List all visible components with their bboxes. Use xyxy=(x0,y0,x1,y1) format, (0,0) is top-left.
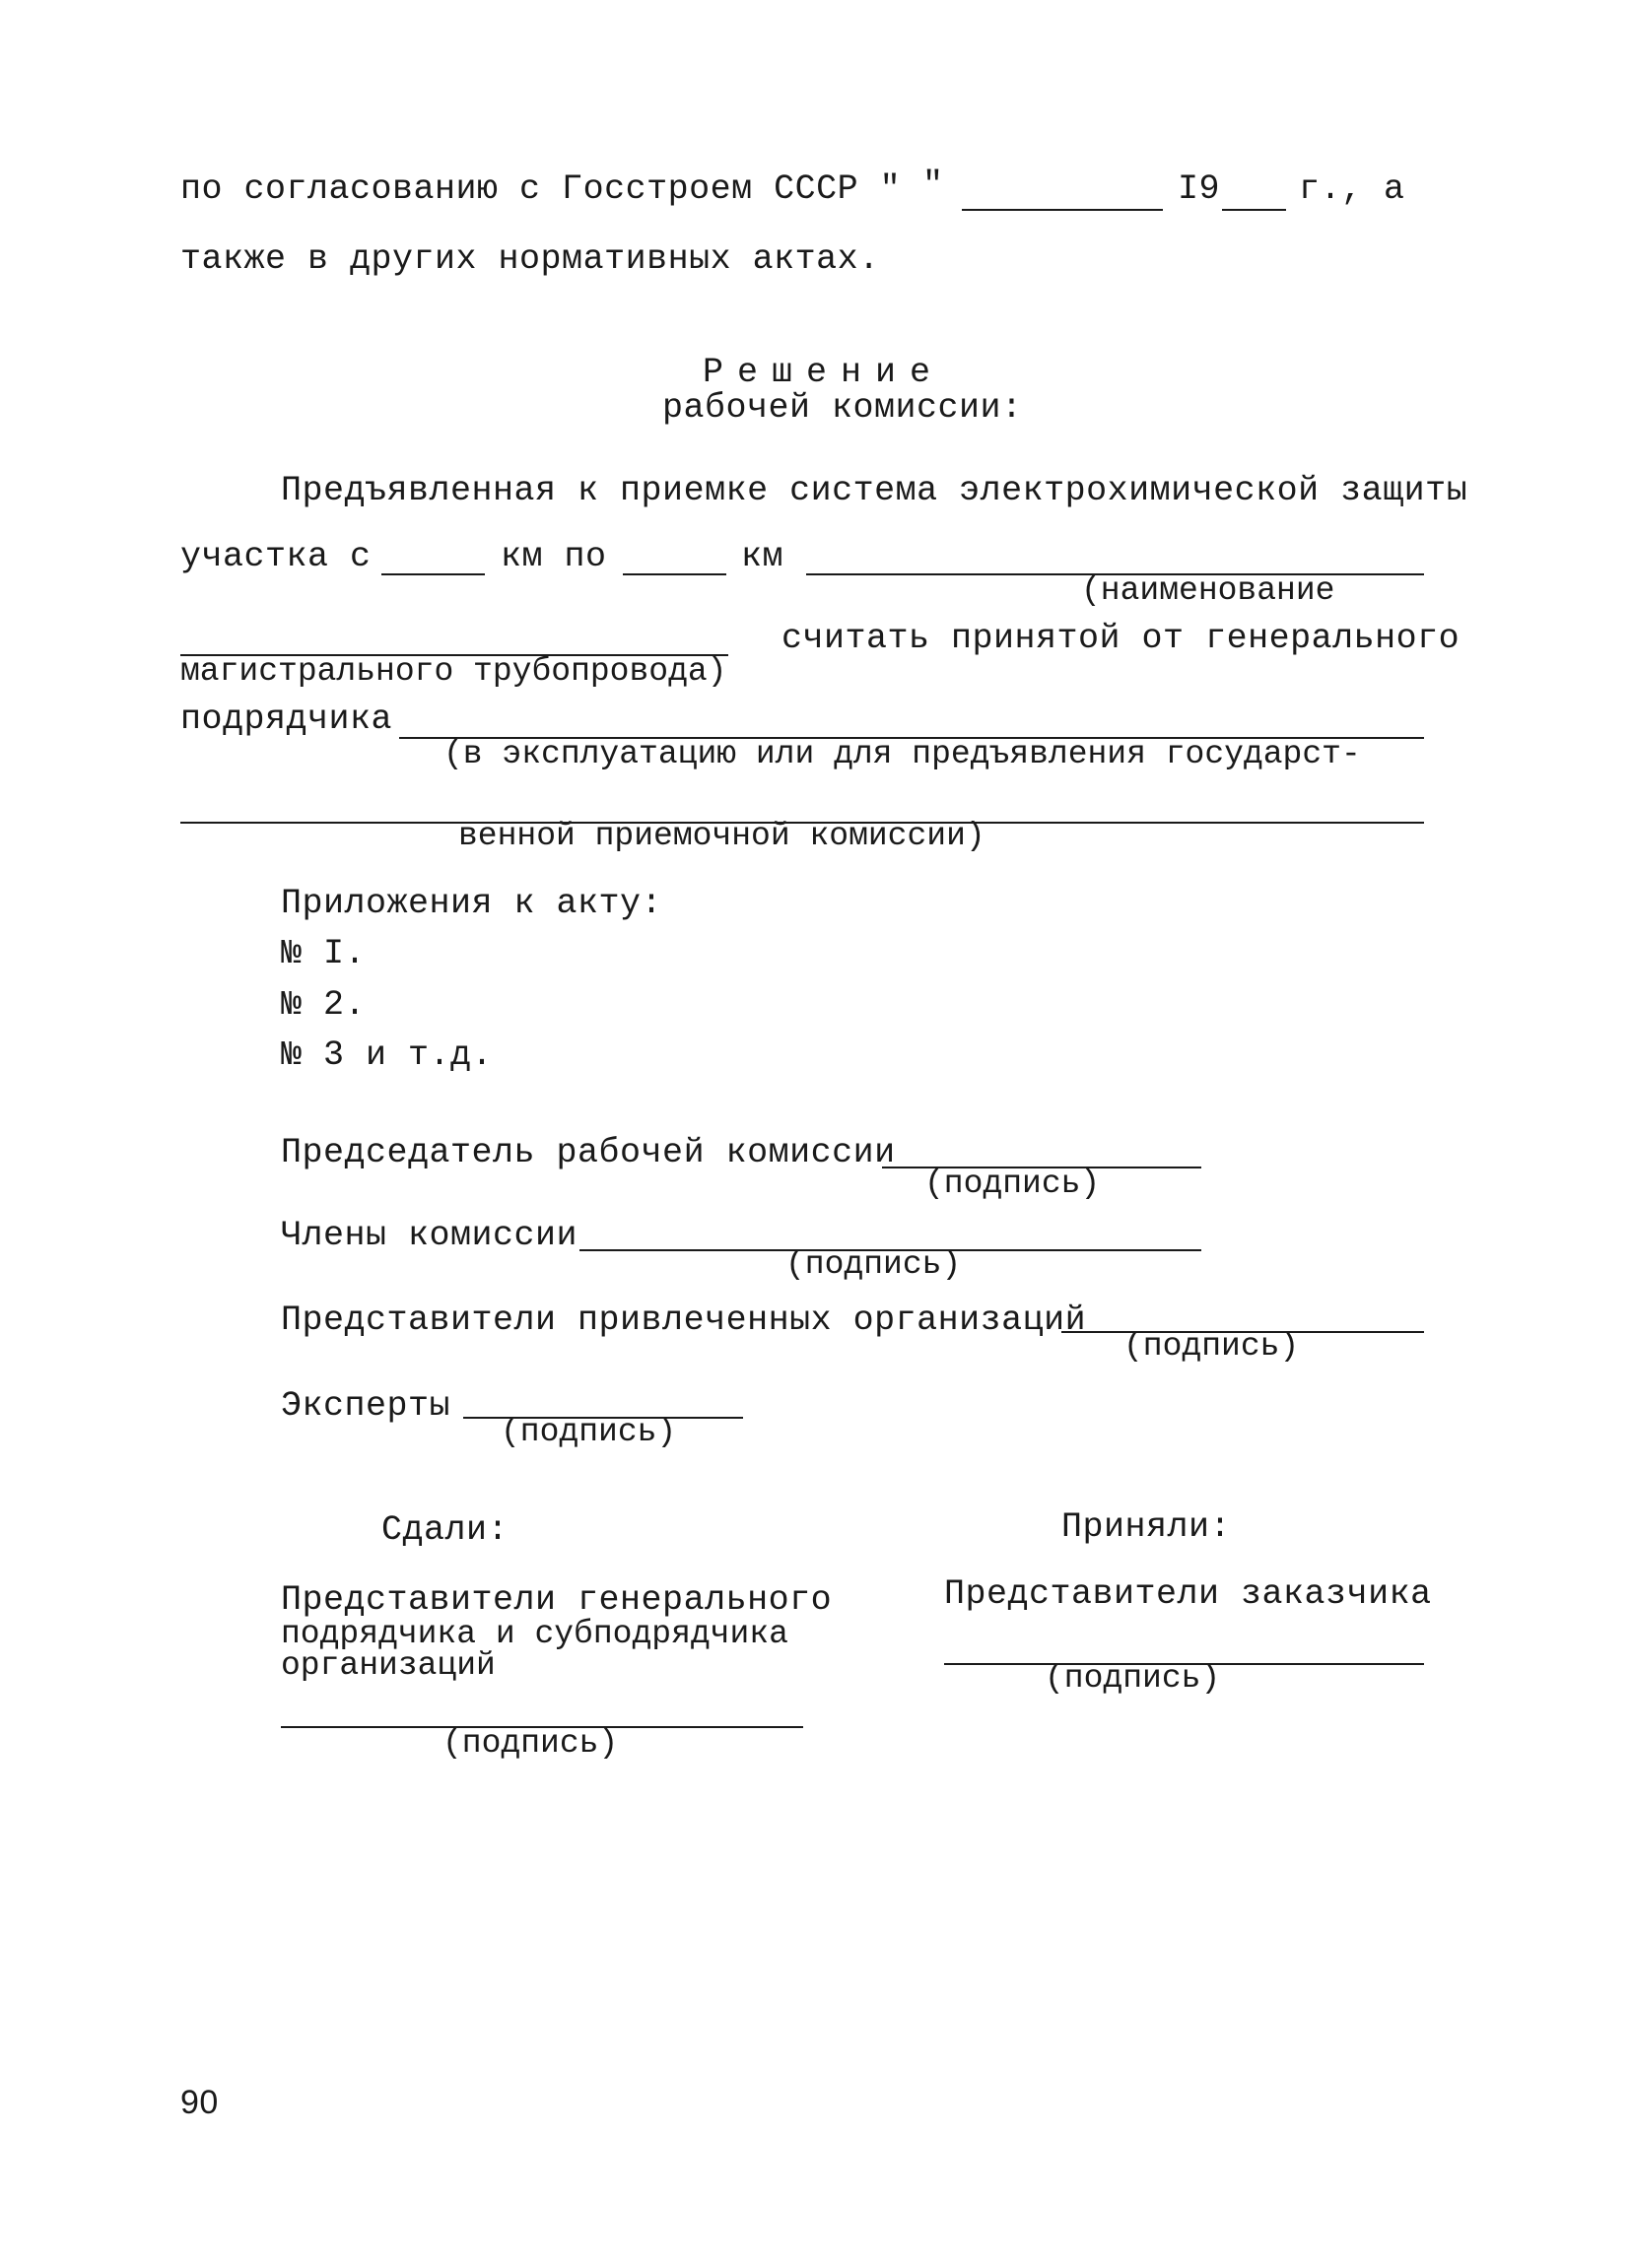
experts-label: Эксперты xyxy=(281,1386,451,1426)
gave-text-3: организаций xyxy=(281,1647,496,1684)
organizations-signature-hint: (подпись) xyxy=(1123,1328,1300,1365)
decision-line1: Предъявленная к приемке система электрохимической защиты xyxy=(281,471,1468,510)
hint-pipeline: магистрального трубопровода) xyxy=(180,653,727,690)
members-label: Члены комиссии xyxy=(281,1216,578,1255)
attachment-item-3: № 3 и т.д. xyxy=(281,1035,494,1075)
received-signature-hint: (подпись) xyxy=(1045,1660,1221,1697)
accepted-text: считать принятой от генерального xyxy=(781,619,1460,658)
page-number: 90 xyxy=(180,2084,219,2121)
section-prefix: участка с xyxy=(180,537,372,576)
km-from-blank xyxy=(381,573,485,575)
date-year-blank xyxy=(1222,209,1286,211)
heading-subtitle: рабочей комиссии: xyxy=(662,388,1023,428)
gave-title: Сдали: xyxy=(381,1510,509,1550)
year-prefix: I9 xyxy=(1178,169,1221,209)
organizations-label: Представители привлеченных организаций xyxy=(281,1301,1087,1340)
attachments-title: Приложения к акту: xyxy=(281,884,663,923)
hint-purpose-1: (в эксплуатацию или для предъявления государст- xyxy=(443,736,1361,772)
intro-line1-end: г., а xyxy=(1299,169,1405,209)
intro-quote-close: " xyxy=(922,166,944,205)
chairman-label: Председатель рабочей комиссии xyxy=(281,1133,896,1172)
contractor-label: подрядчика xyxy=(180,700,393,739)
received-title: Приняли: xyxy=(1061,1507,1232,1547)
date-day-month-blank xyxy=(962,209,1163,211)
heading-title: Решение xyxy=(703,353,945,392)
received-text: Представители заказчика xyxy=(944,1574,1432,1614)
intro-text-line1: по согласованию с Госстроем СССР " xyxy=(180,169,902,209)
experts-signature-hint: (подпись) xyxy=(501,1414,677,1450)
km-to-blank xyxy=(623,573,726,575)
attachment-item-1: № I. xyxy=(281,934,367,973)
gave-text-2: подрядчика и субподрядчика xyxy=(281,1616,788,1652)
chairman-signature-hint: (подпись) xyxy=(924,1166,1101,1202)
km-by-label: км по xyxy=(501,537,607,576)
intro-text-line2: также в других нормативных актах. xyxy=(180,239,880,279)
hint-name: (наименование xyxy=(1081,572,1335,609)
hint-purpose-2: венной приемочной комиссии) xyxy=(458,818,985,854)
members-signature-hint: (подпись) xyxy=(785,1246,962,1283)
km-label: км xyxy=(741,537,784,576)
gave-signature-hint: (подпись) xyxy=(442,1725,619,1762)
attachment-item-2: № 2. xyxy=(281,985,367,1025)
gave-text-1: Представители генерального xyxy=(281,1580,833,1620)
